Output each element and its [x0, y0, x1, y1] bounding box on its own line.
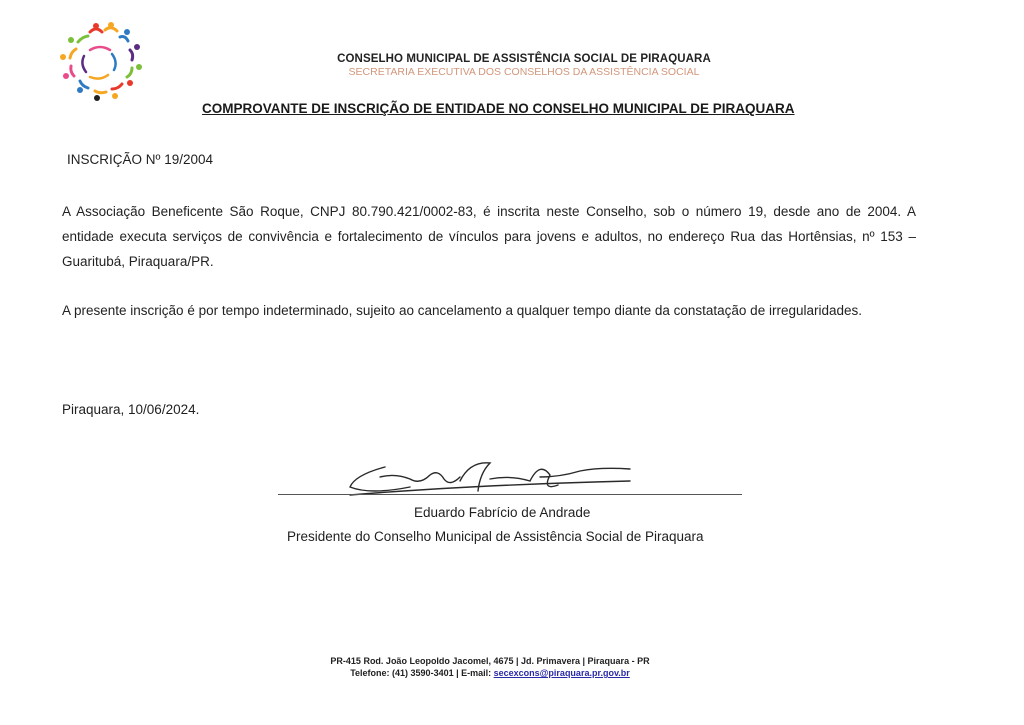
signer-name: Eduardo Fabrício de Andrade [414, 505, 591, 520]
document-title: COMPROVANTE DE INSCRIÇÃO DE ENTIDADE NO CONSELHO MUNICIPAL DE PIRAQUARA [202, 101, 795, 116]
letterhead [324, 53, 724, 78]
body-paragraph-2: A presente inscrição é por tempo indeterminado, sujeito ao cancelamento a qualquer tempo diante da constatação de irregularidades. [62, 303, 863, 318]
footer-address: PR-415 Rod. João Leopoldo Jacomel, 4675 | Jd. Primavera | Piraquara - PR [330, 656, 650, 666]
signature-line [278, 494, 742, 495]
secretariat-name: SECRETARIA EXECUTIVA DOS CONSELHOS DA ASSISTÊNCIA SOCIAL [348, 66, 700, 78]
registration-number: INSCRIÇÃO Nº 19/2004 [67, 152, 213, 167]
body-paragraph-1: A Associação Beneficente São Roque, CNPJ 80.790.421/0002-83, é inscrita neste Conselho, sob o número 19, desde ano de 2004. A entidade executa serviços de convivência e fortalecimento de vínculos para jovens e adultos, no endereço Rua das Hortênsias, nº 153 – Guaritubá, Piraquara/PR. [62, 204, 916, 269]
footer-phone: Telefone: (41) 3590-3401 | E-mail: [350, 668, 494, 678]
footer [290, 655, 690, 679]
signer-role: Presidente do Conselho Municipal de Assistência Social de Piraquara [287, 529, 704, 544]
council-name: CONSELHO MUNICIPAL DE ASSISTÊNCIA SOCIAL DE PIRAQUARA [337, 53, 711, 65]
council-logo-icon [50, 20, 150, 110]
place-date: Piraquara, 10/06/2024. [62, 402, 200, 417]
footer-email-link[interactable]: secexcons@piraquara.pr.gov.br [493, 668, 630, 678]
footer-contact [290, 667, 690, 679]
